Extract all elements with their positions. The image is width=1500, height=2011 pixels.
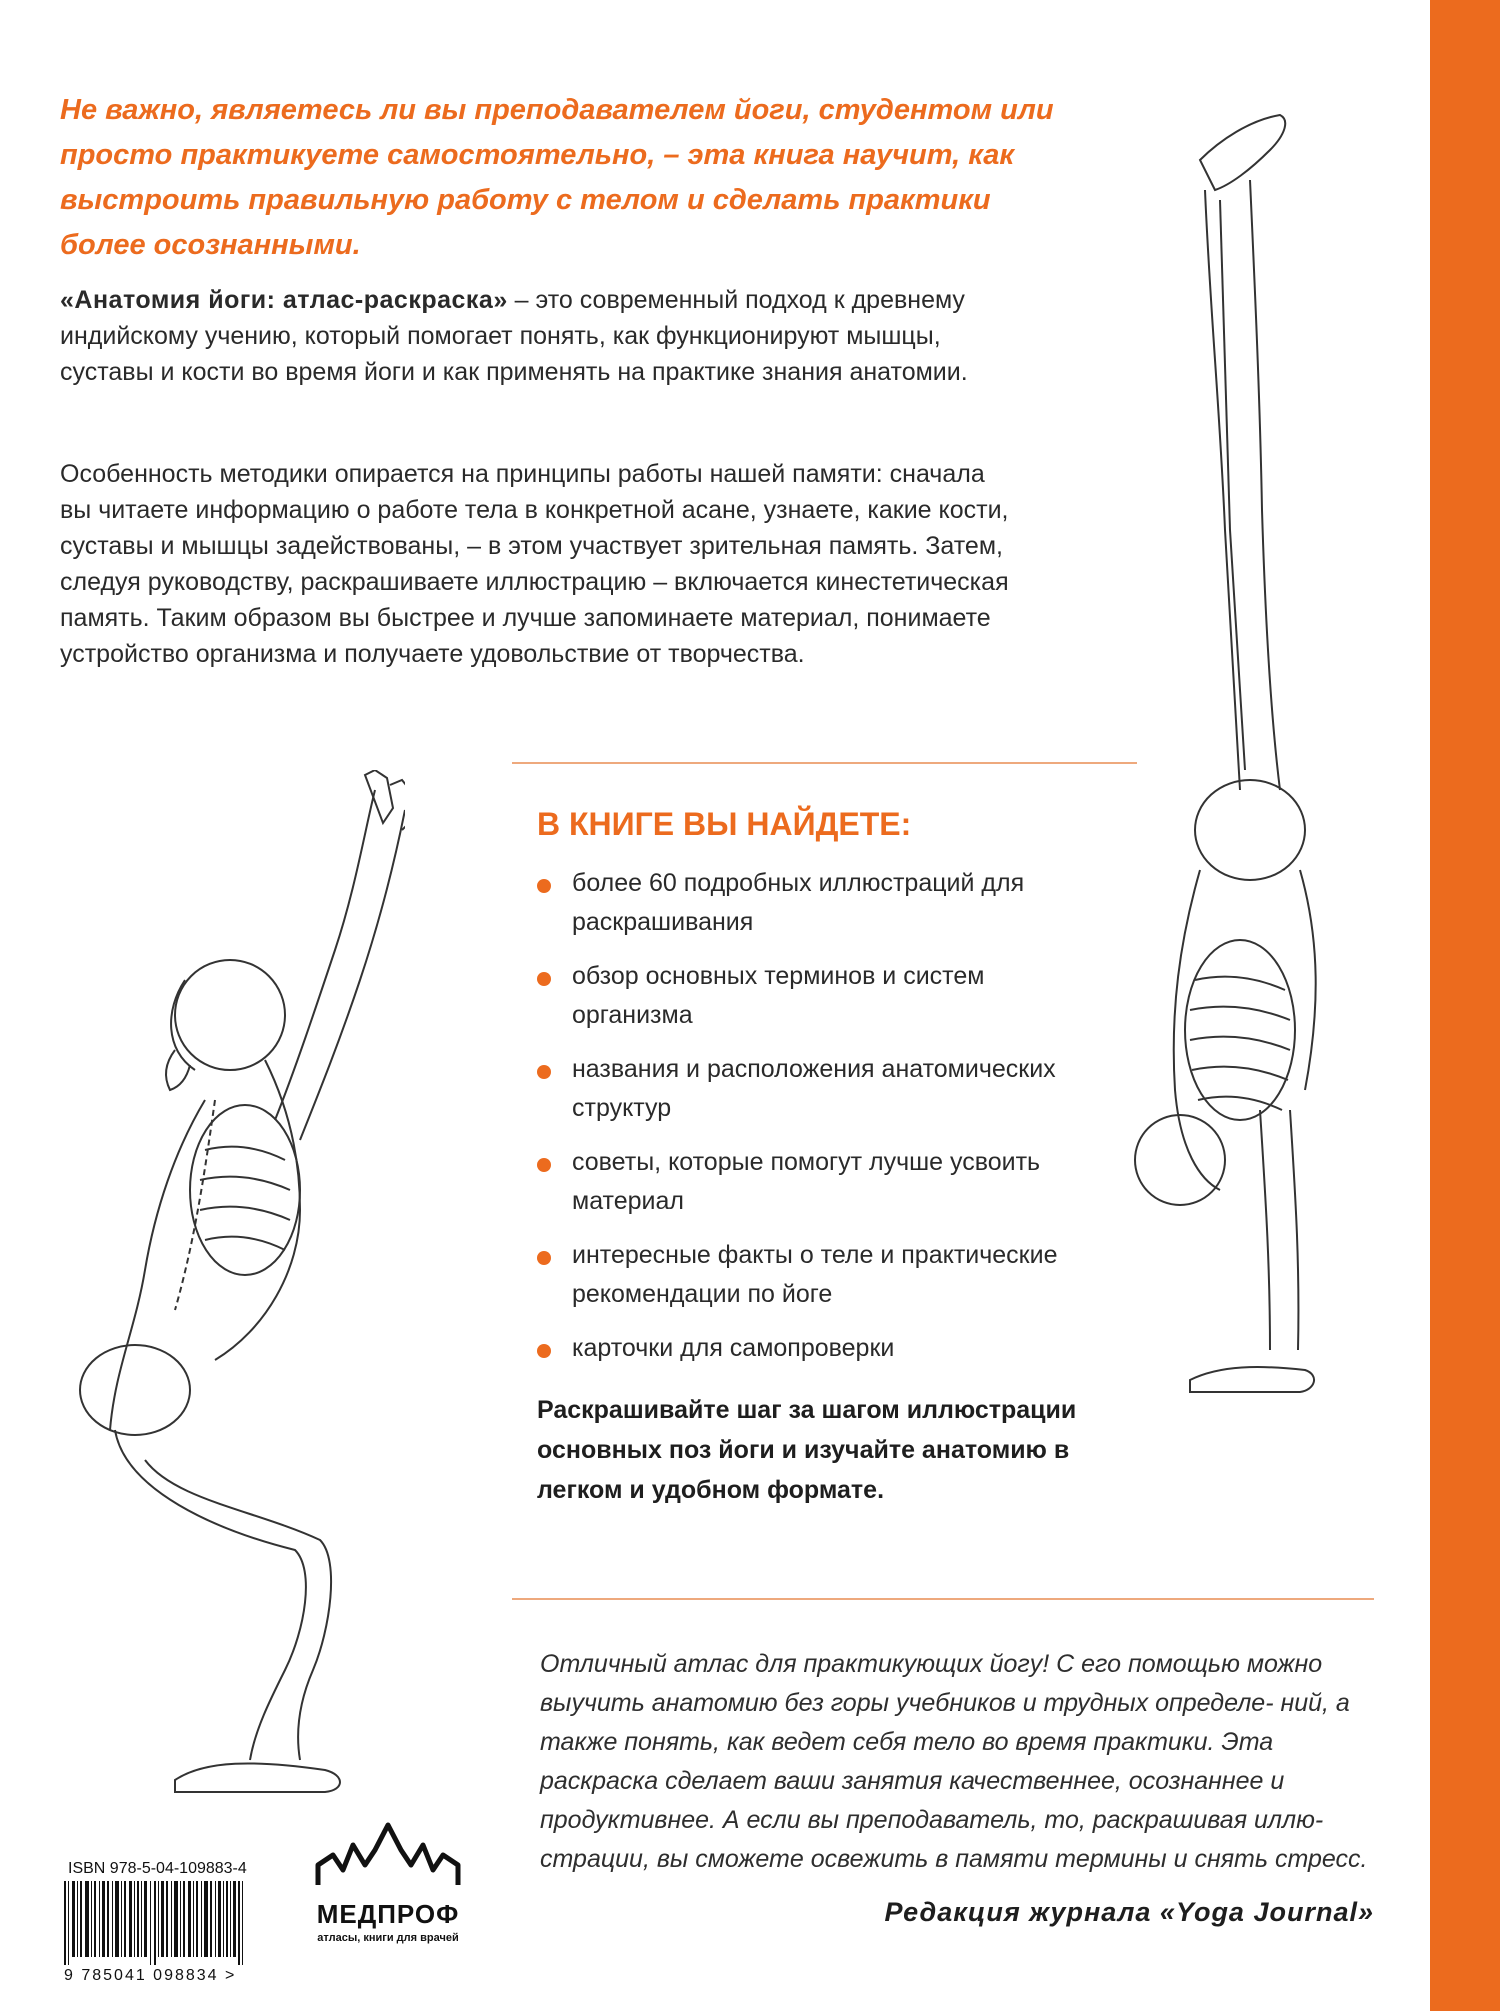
feature-item [537,957,1097,1035]
feature-text: более 60 подробных иллюстраций для раскрашивания [572,869,1025,936]
chair-pose-figure-icon [55,770,405,1800]
bullet-dot-icon [537,1251,551,1265]
bullet-dot-icon [537,1158,551,1172]
divider-bottom [512,1598,1374,1600]
city-skyline-logo-icon [313,1820,463,1890]
orange-side-bar [1430,0,1500,2011]
lead-paragraph: Не важно, являетесь ли вы преподавателем йоги, студентом или просто практикуете самостоятельно, – эта книга научит, как выстроить правильную работу с телом и сделать практики более осознанными. [60,94,1054,261]
method-paragraph: Особенность методики опирается на принципы работы нашей памяти: сначала вы читаете информацию о работе тела в конкретной асане, узнаете, какие кости, суставы и мышцы задействованы, – в этом участвует зрительная память. Затем, следуя руководству, раскрашиваете иллюстрацию – включается кинестетическая память. Таким образом вы быстрее и лучше запоминаете материал, понимаете устройство организма и получаете удовольствие от творчества. [60,460,1009,668]
features-list [537,864,1097,1383]
feature-text: советы, которые помогут лучше усвоить материал [572,1148,1041,1215]
feature-item [537,1236,1097,1314]
bullet-dot-icon [537,972,551,986]
features-heading: В КНИГЕ ВЫ НАЙДЕТЕ: [537,806,912,842]
publisher-tagline: атласы, книги для врачей [317,1932,459,1944]
divider-top [512,762,1137,764]
feature-text: названия и расположения анатомических структур [572,1055,1056,1122]
call-to-action: Раскрашивайте шаг за шагом иллюстрации основных поз йоги и изучайте анатомию в легком и удобном формате. [537,1396,1077,1504]
isbn-label: ISBN 978-5-04-109883-4 [68,1860,247,1877]
handstand-figure-icon [1120,110,1350,1410]
feature-text: обзор основных терминов и систем организма [572,962,985,1029]
review-quote: Отличный атлас для практикующих йогу! С его помощью можно выучить анатомию без горы учебников и трудных определе- ний, а также понять, как ведет себя тело во время практики. Эта раскраска сделает ваши занятия качественнее, осознаннее и продуктивнее. А если вы преподаватель, то, раскрашивая иллю- страции, вы сможете освежить в памяти термины и снять стресс. [540,1650,1368,1873]
bullet-dot-icon [537,1065,551,1079]
quote-attribution: Редакция журнала «Yoga Journal» [884,1897,1374,1927]
feature-item [537,1329,1097,1368]
barcode-digits: 9 785041 098834 > [64,1967,237,1984]
feature-text: интересные факты о теле и практические рекомендации по йоге [572,1241,1058,1308]
feature-text: карточки для самопроверки [572,1334,895,1362]
intro-text: – это современный подход к древнему индийскому учению, который помогает понять, как функционируют мышцы, суставы и кости во время йоги и как применять на практике знания анатомии. [60,286,968,386]
book-title: «Анатомия йоги: атлас-раскраска» [60,286,508,314]
bullet-dot-icon [537,1344,551,1358]
bullet-dot-icon [537,879,551,893]
feature-item [537,864,1097,942]
intro-paragraph [60,282,1020,390]
feature-item [537,1050,1097,1128]
publisher-name: МЕДПРОФ [316,1899,460,1929]
publisher-logo [308,1820,468,1944]
feature-item [537,1143,1097,1221]
barcode-icon [64,1881,254,1965]
